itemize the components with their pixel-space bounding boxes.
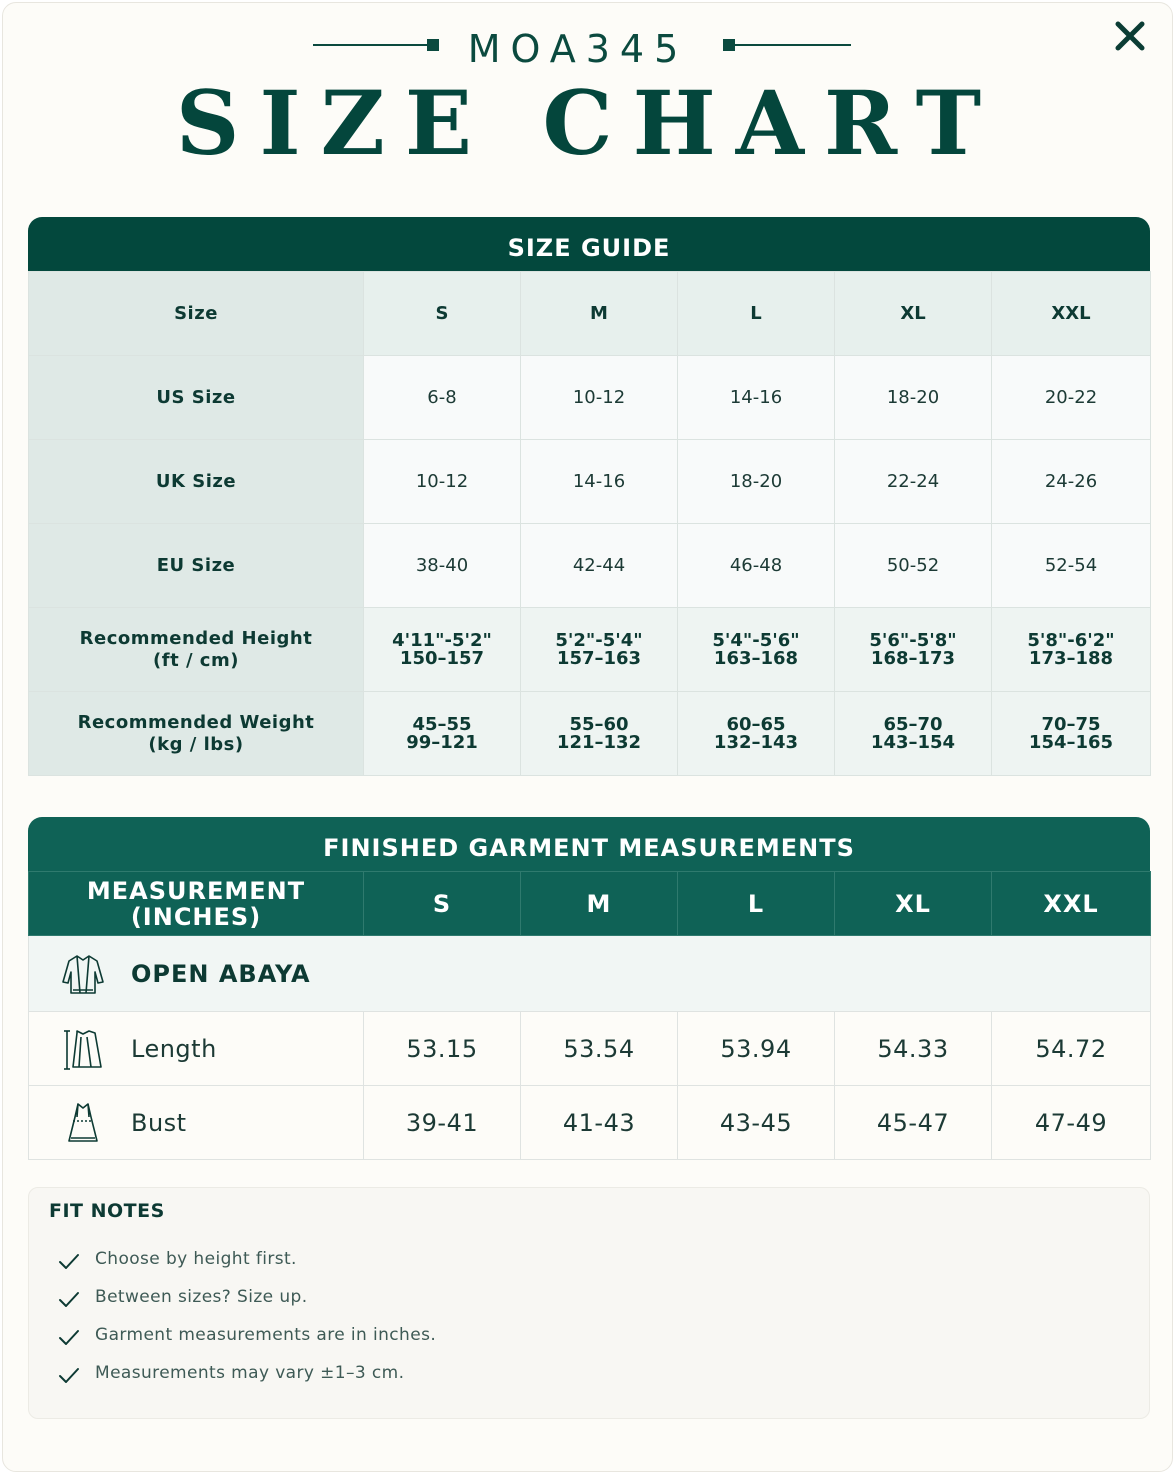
table-cell: 47-49	[992, 1086, 1151, 1160]
row-label: UK Size	[29, 440, 364, 524]
table-row	[29, 356, 1151, 440]
cell-line: 60–65	[726, 713, 786, 735]
fit-note-text: Between sizes? Size up.	[95, 1287, 308, 1307]
cell-line: 65–70	[883, 713, 943, 735]
measurement-label-cell	[29, 1012, 364, 1086]
group-label	[29, 952, 1150, 996]
table-cell: 53.15	[364, 1012, 521, 1086]
group-title: OPEN ABAYA	[131, 959, 311, 988]
close-button[interactable]	[1111, 17, 1149, 55]
bust-icon	[61, 1101, 105, 1145]
row-label-line: Recommended Weight	[77, 711, 315, 733]
checkmark-icon	[57, 1250, 81, 1274]
cell-line: 121–132	[556, 731, 642, 753]
table-cell: 46-48	[678, 524, 835, 608]
measurement-label	[29, 1027, 363, 1071]
size-column-header: XXL	[992, 272, 1151, 356]
close-icon	[1111, 17, 1149, 55]
list-item	[57, 1282, 308, 1312]
checkmark-icon	[57, 1326, 81, 1350]
divider-line	[313, 44, 431, 46]
divider-square	[723, 39, 735, 51]
list-item	[57, 1244, 297, 1274]
table-cell: 43-45	[678, 1086, 835, 1160]
table-cell: 52-54	[992, 524, 1151, 608]
cell-line: 5'2"-5'4"	[555, 629, 643, 651]
table-cell	[835, 608, 992, 692]
table-cell: 38-40	[364, 524, 521, 608]
product-code-row	[3, 29, 1174, 69]
table-cell: 18-20	[835, 356, 992, 440]
size-guide-header: SIZE GUIDE	[28, 217, 1150, 271]
row-label: EU Size	[29, 524, 364, 608]
cell-line: 70–75	[1041, 713, 1101, 735]
cell-line: 150–157	[399, 647, 485, 669]
table-cell	[835, 692, 992, 776]
table-cell	[364, 608, 521, 692]
size-column-header: L	[678, 272, 835, 356]
size-column-header: M	[521, 872, 678, 936]
table-row	[29, 524, 1151, 608]
fit-note-text: Choose by height first.	[95, 1249, 297, 1269]
checkmark-icon	[57, 1288, 81, 1312]
product-code: MOA345	[467, 27, 689, 71]
measurement-name: Bust	[131, 1108, 187, 1137]
header-line: (INCHES)	[130, 902, 262, 931]
cell-line: 4'11"-5'2"	[392, 629, 492, 651]
table-cell	[678, 608, 835, 692]
table-cell: 53.54	[521, 1012, 678, 1086]
table-cell	[678, 692, 835, 776]
measurement-label-cell	[29, 1086, 364, 1160]
table-row	[29, 692, 1151, 776]
table-cell: 53.94	[678, 1012, 835, 1086]
cell-line: 45–55	[412, 713, 472, 735]
table-cell: 14-16	[521, 440, 678, 524]
list-item	[57, 1320, 436, 1350]
row-label-line: (kg / lbs)	[148, 733, 244, 755]
garment-measurements-table	[28, 871, 1151, 1160]
fit-note-text: Garment measurements are in inches.	[95, 1325, 437, 1345]
table-cell: 54.33	[835, 1012, 992, 1086]
table-cell: 22-24	[835, 440, 992, 524]
table-cell: 6-8	[364, 356, 521, 440]
measurement-label	[29, 1101, 363, 1145]
length-icon	[61, 1027, 105, 1071]
table-cell	[521, 692, 678, 776]
table-cell: 18-20	[678, 440, 835, 524]
table-cell	[521, 608, 678, 692]
size-guide-table	[28, 271, 1151, 776]
table-cell: 42-44	[521, 524, 678, 608]
table-cell: 45-47	[835, 1086, 992, 1160]
measurement-name: Length	[131, 1034, 217, 1063]
row-label: Size	[29, 272, 364, 356]
cell-line: 5'4"-5'6"	[712, 629, 800, 651]
size-column-header: M	[521, 272, 678, 356]
cell-line: 143–154	[870, 731, 956, 753]
table-row	[29, 272, 1151, 356]
size-chart-panel	[2, 2, 1173, 1472]
fit-notes-panel	[28, 1187, 1150, 1419]
table-cell: 10-12	[521, 356, 678, 440]
row-label-line: Recommended Height	[79, 627, 313, 649]
table-cell: 41-43	[521, 1086, 678, 1160]
fit-note-text: Measurements may vary ±1–3 cm.	[95, 1363, 405, 1383]
cell-line: 173–188	[1028, 647, 1114, 669]
table-cell	[364, 692, 521, 776]
cell-line: 154–165	[1028, 731, 1114, 753]
table-cell: 24-26	[992, 440, 1151, 524]
cell-line: 5'6"-5'8"	[869, 629, 957, 651]
cell-line: 55–60	[569, 713, 629, 735]
size-column-header: S	[364, 872, 521, 936]
row-label	[29, 608, 364, 692]
table-cell: 20-22	[992, 356, 1151, 440]
table-cell: 14-16	[678, 356, 835, 440]
cell-line: 163–168	[713, 647, 799, 669]
cell-line: 168–173	[870, 647, 956, 669]
garment-measurements-header: FINISHED GARMENT MEASUREMENTS	[28, 817, 1150, 871]
table-row	[29, 1012, 1151, 1086]
cell-line: 5'8"-6'2"	[1027, 629, 1115, 651]
table-cell: 39-41	[364, 1086, 521, 1160]
row-label	[29, 692, 364, 776]
header-line: MEASUREMENT	[86, 876, 306, 905]
table-row	[29, 608, 1151, 692]
cell-line: 99–121	[406, 731, 478, 753]
cell-line: 132–143	[713, 731, 799, 753]
cell-line: 157–163	[556, 647, 642, 669]
size-column-header: XL	[835, 272, 992, 356]
fit-notes-title: FIT NOTES	[49, 1200, 165, 1222]
table-header-row	[29, 872, 1151, 936]
size-column-header: XL	[835, 872, 992, 936]
page-title: SIZE CHART	[175, 71, 1002, 175]
table-cell: 10-12	[364, 440, 521, 524]
table-cell: 50-52	[835, 524, 992, 608]
size-column-header: S	[364, 272, 521, 356]
table-row	[29, 440, 1151, 524]
row-label-line: (ft / cm)	[153, 649, 239, 671]
abaya-icon	[61, 952, 105, 996]
row-label: US Size	[29, 356, 364, 440]
table-cell	[992, 608, 1151, 692]
list-item	[57, 1358, 404, 1388]
divider-line	[735, 44, 851, 46]
size-column-header: XXL	[992, 872, 1151, 936]
group-row	[29, 936, 1151, 1012]
table-cell	[992, 692, 1151, 776]
group-cell	[29, 936, 1151, 1012]
size-column-header: L	[678, 872, 835, 936]
measurement-column-header	[29, 872, 364, 936]
checkmark-icon	[57, 1364, 81, 1388]
table-row	[29, 1086, 1151, 1160]
table-cell: 54.72	[992, 1012, 1151, 1086]
